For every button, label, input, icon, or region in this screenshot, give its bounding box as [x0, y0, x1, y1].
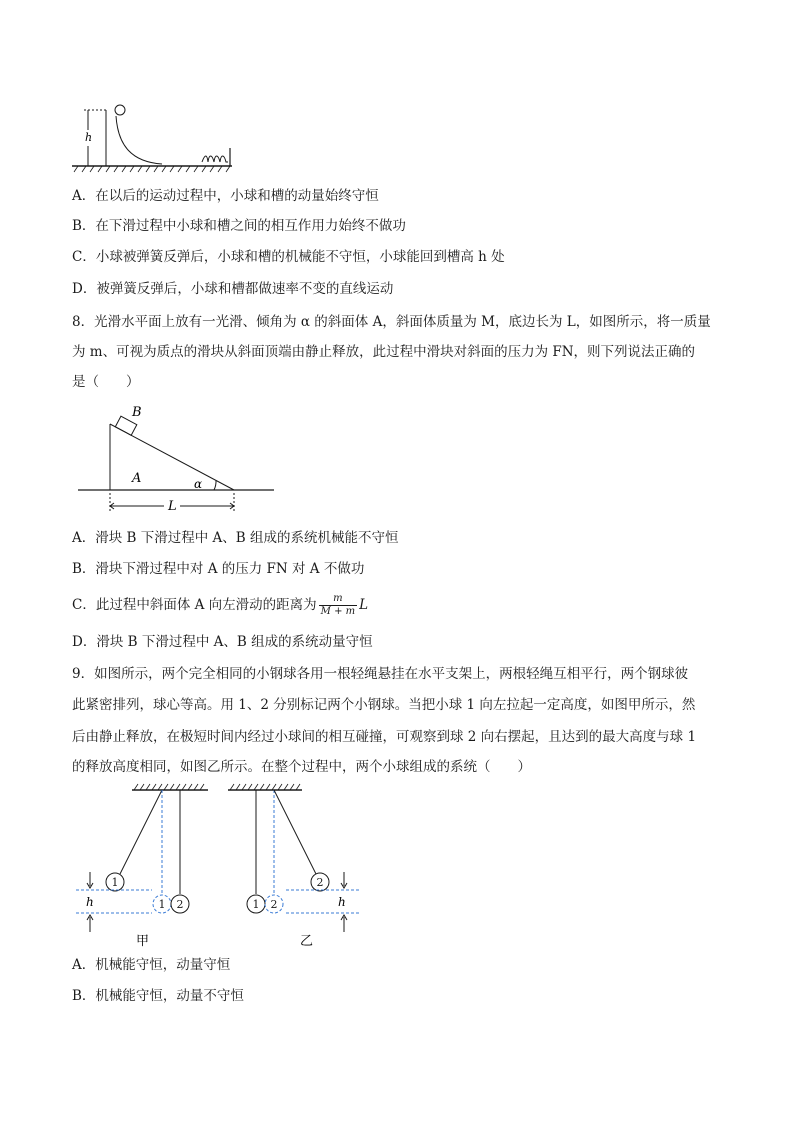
q9-figure: [72, 782, 372, 952]
q8-stem-line-1: 8．光滑水平面上放有一光滑、倾角为 α 的斜面体 A，斜面体质量为 M，底边长为 L，如图所示，将一质量: [72, 314, 711, 330]
q9-right-ball-1-label: 1: [252, 898, 260, 911]
q9-option-a: A．机械能守恒，动量守恒: [72, 957, 231, 973]
q8-fraction-denominator: M + m: [320, 606, 356, 617]
q9-stem-line-1: 9．如图所示，两个完全相同的小钢球各用一根轻绳悬挂在水平支架上，两根轻绳互相平行，两个钢球彼: [72, 666, 689, 682]
q7-option-d: D．被弹簧反弹后，小球和槽都做速率不变的直线运动: [72, 281, 394, 297]
q9-option-b: B．机械能守恒，动量不守恒: [72, 988, 244, 1004]
q8-stem-line-3: 是（ ）: [72, 374, 140, 390]
q8-option-d: D．滑块 B 下滑过程中 A、B 组成的系统动量守恒: [72, 634, 373, 650]
q8-label-a: A: [132, 471, 142, 486]
q9-left-ball-1-label: 1: [111, 876, 119, 889]
q9-left-h-label: h: [86, 895, 94, 909]
q8-option-c-prefix: C．此过程中斜面体 A 向左滑动的距离为: [72, 597, 317, 613]
q9-right-ghost-ball-2-label: 2: [270, 898, 278, 911]
q9-stem-line-2: 此紧密排列，球心等高。用 1、2 分别标记两个小钢球。当把小球 1 向左拉起一定高度，如图甲所示，然: [72, 697, 696, 713]
q9-caption-right: 乙: [300, 934, 314, 949]
q9-right-h-label: h: [338, 895, 346, 909]
q8-fraction: [319, 593, 357, 618]
q9-stem-line-4: 的释放高度相同，如图乙所示。在整个过程中，两个小球组成的系统（ ）: [72, 759, 531, 775]
q7-option-b: B．在下滑过程中小球和槽之间的相互作用力始终不做功: [72, 218, 406, 234]
q8-option-b: B．滑块下滑过程中对 A 的压力 FN 对 A 不做功: [72, 561, 365, 577]
q8-label-b: B: [132, 405, 142, 420]
q8-option-a: A．滑块 B 下滑过程中 A、B 组成的系统机械能不守恒: [72, 530, 399, 546]
q8-label-l: L: [168, 499, 177, 514]
q8-option-c: [72, 588, 368, 622]
q8-option-c-suffix: L: [359, 597, 369, 613]
q7-figure: [70, 100, 240, 175]
q7-h-label: h: [85, 131, 93, 144]
q7-option-c: C．小球被弹簧反弹后，小球和槽的机械能不守恒，小球能回到槽高 h 处: [72, 249, 505, 265]
q8-label-alpha: α: [194, 477, 203, 491]
q8-stem-line-2: 为 m、可视为质点的滑块从斜面顶端由静止释放，此过程中滑块对斜面的压力为 FN，则下列说法正确的: [72, 344, 696, 360]
q9-left-ghost-ball-1-label: 1: [158, 898, 166, 911]
q9-stem-line-3: 后由静止释放，在极短时间内经过小球间的相互碰撞，可观察到球 2 向右摆起，且达到的最大高度与球 1: [72, 729, 697, 745]
q9-left-ball-2-label: 2: [176, 898, 184, 911]
q8-fraction-numerator: m: [319, 593, 357, 606]
q9-caption-left: 甲: [136, 934, 150, 949]
q9-right-ball-2-label: 2: [316, 876, 324, 889]
q7-option-a: A．在以后的运动过程中，小球和槽的动量始终守恒: [72, 188, 379, 204]
q8-figure: [74, 400, 284, 520]
